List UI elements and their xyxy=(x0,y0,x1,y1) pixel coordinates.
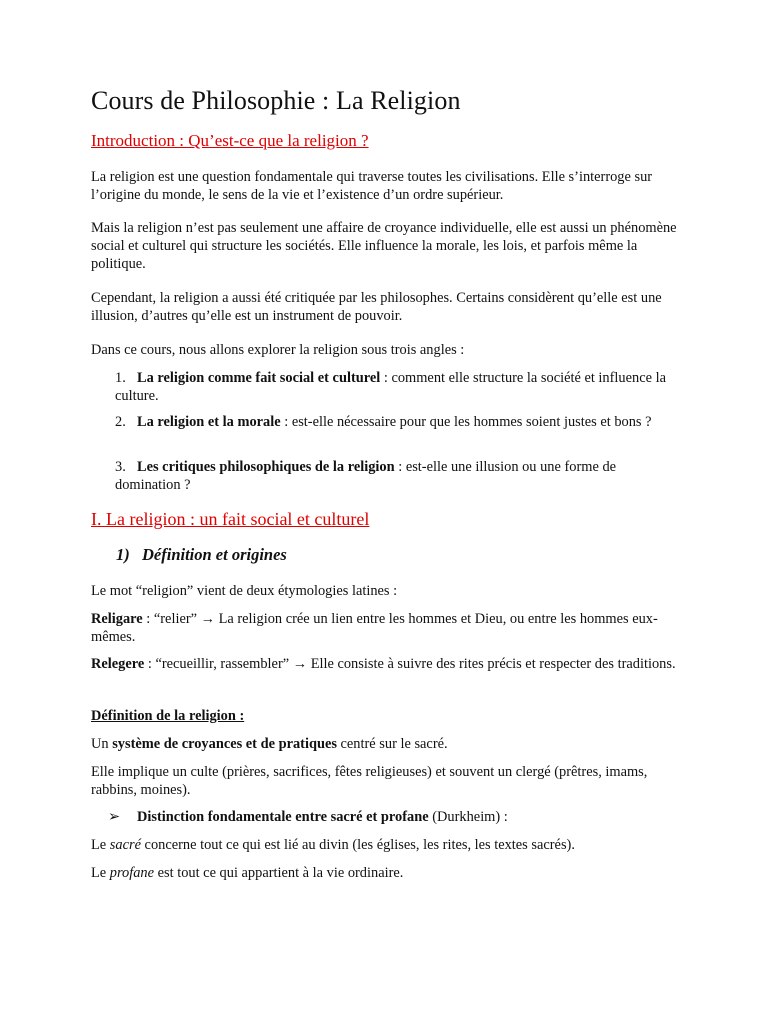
section-1-heading: I. La religion : un fait social et culturel xyxy=(91,509,370,529)
list-item xyxy=(115,458,685,494)
list-item xyxy=(115,369,685,405)
list-item-text: : comment elle structure la société et influence la culture. xyxy=(115,370,666,404)
profane-word: profane xyxy=(109,865,155,881)
list-number: 2. xyxy=(115,414,126,430)
relegere-term: Relegere xyxy=(91,656,145,672)
intro-paragraph-1: La religion est une question fondamentale qui traverse toutes les civilisations. Elle s’interroge sur l’origine du monde, le sens de la vie et l’existence d’un ordre supérieur. xyxy=(91,169,653,203)
definition-post: centré sur le sacré. xyxy=(336,736,448,752)
sacre-word: sacré xyxy=(109,837,141,853)
religare-text: : “relier” → La religion crée un lien entre les hommes et Dieu, ou entre les hommes eux-mêmes. xyxy=(91,611,658,645)
definition-bold: système de croyances et de pratiques xyxy=(112,736,337,752)
subsection-title: Définition et origines xyxy=(142,545,287,564)
arrowhead-bullet-icon: ➢ xyxy=(108,809,121,825)
profane-pre: Le xyxy=(91,865,110,881)
relegere-paragraph xyxy=(91,655,683,673)
list-item-text: : est-elle une illusion ou une forme de domination ? xyxy=(115,459,617,493)
bullet-text: (Durkheim) : xyxy=(428,809,508,825)
list-item-bold: La religion et la morale xyxy=(137,414,281,430)
intro-paragraph-4: Dans ce cours, nous allons explorer la religion sous trois angles : xyxy=(91,342,465,358)
list-item-bold: Les critiques philosophiques de la religion xyxy=(137,459,395,475)
intro-heading: Introduction : Qu’est-ce que la religion ? xyxy=(91,131,369,150)
sacre-paragraph xyxy=(91,836,683,854)
list-item-text: : est-elle nécessaire pour que les hommes soient justes et bons ? xyxy=(280,414,652,430)
sacre-pre: Le xyxy=(91,837,110,853)
etymology-intro: Le mot “religion” vient de deux étymologies latines : xyxy=(91,583,398,599)
subsection-number: 1) xyxy=(116,545,130,564)
culte-paragraph: Elle implique un culte (prières, sacrifices, fêtes religieuses) et souvent un clergé (prêtres, imams, rabbins, moines). xyxy=(91,764,648,798)
subsection-heading xyxy=(116,544,287,566)
definition-heading: Définition de la religion : xyxy=(91,708,245,724)
definition-paragraph xyxy=(91,735,683,753)
bullet-item xyxy=(108,808,688,826)
bullet-bold: Distinction fondamentale entre sacré et profane xyxy=(137,809,429,825)
list-item-bold: La religion comme fait social et culturel xyxy=(137,370,381,386)
list-number: 3. xyxy=(115,459,126,475)
profane-post: est tout ce qui appartient à la vie ordinaire. xyxy=(154,865,404,881)
list-item xyxy=(115,413,685,431)
intro-paragraph-2: Mais la religion n’est pas seulement une affaire de croyance individuelle, elle est aussi un phénomène social et culturel qui structure les sociétés. Elle influence la morale, les lois, et parfois même la politique. xyxy=(91,220,677,272)
relegere-text: : “recueillir, rassembler” → Elle consiste à suivre des rites précis et respecter des traditions. xyxy=(144,656,676,672)
intro-paragraph-3: Cependant, la religion a aussi été critiquée par les philosophes. Certains considèrent qu’elle est une illusion, d’autres qu’elle est un instrument de pouvoir. xyxy=(91,290,662,324)
religare-term: Religare xyxy=(91,611,143,627)
document-title: Cours de Philosophie : La Religion xyxy=(91,86,461,115)
religare-paragraph xyxy=(91,610,683,646)
sacre-post: concerne tout ce qui est lié au divin (les églises, les rites, les textes sacrés). xyxy=(140,837,575,853)
profane-paragraph xyxy=(91,864,683,882)
definition-pre: Un xyxy=(91,736,113,752)
list-number: 1. xyxy=(115,370,126,386)
